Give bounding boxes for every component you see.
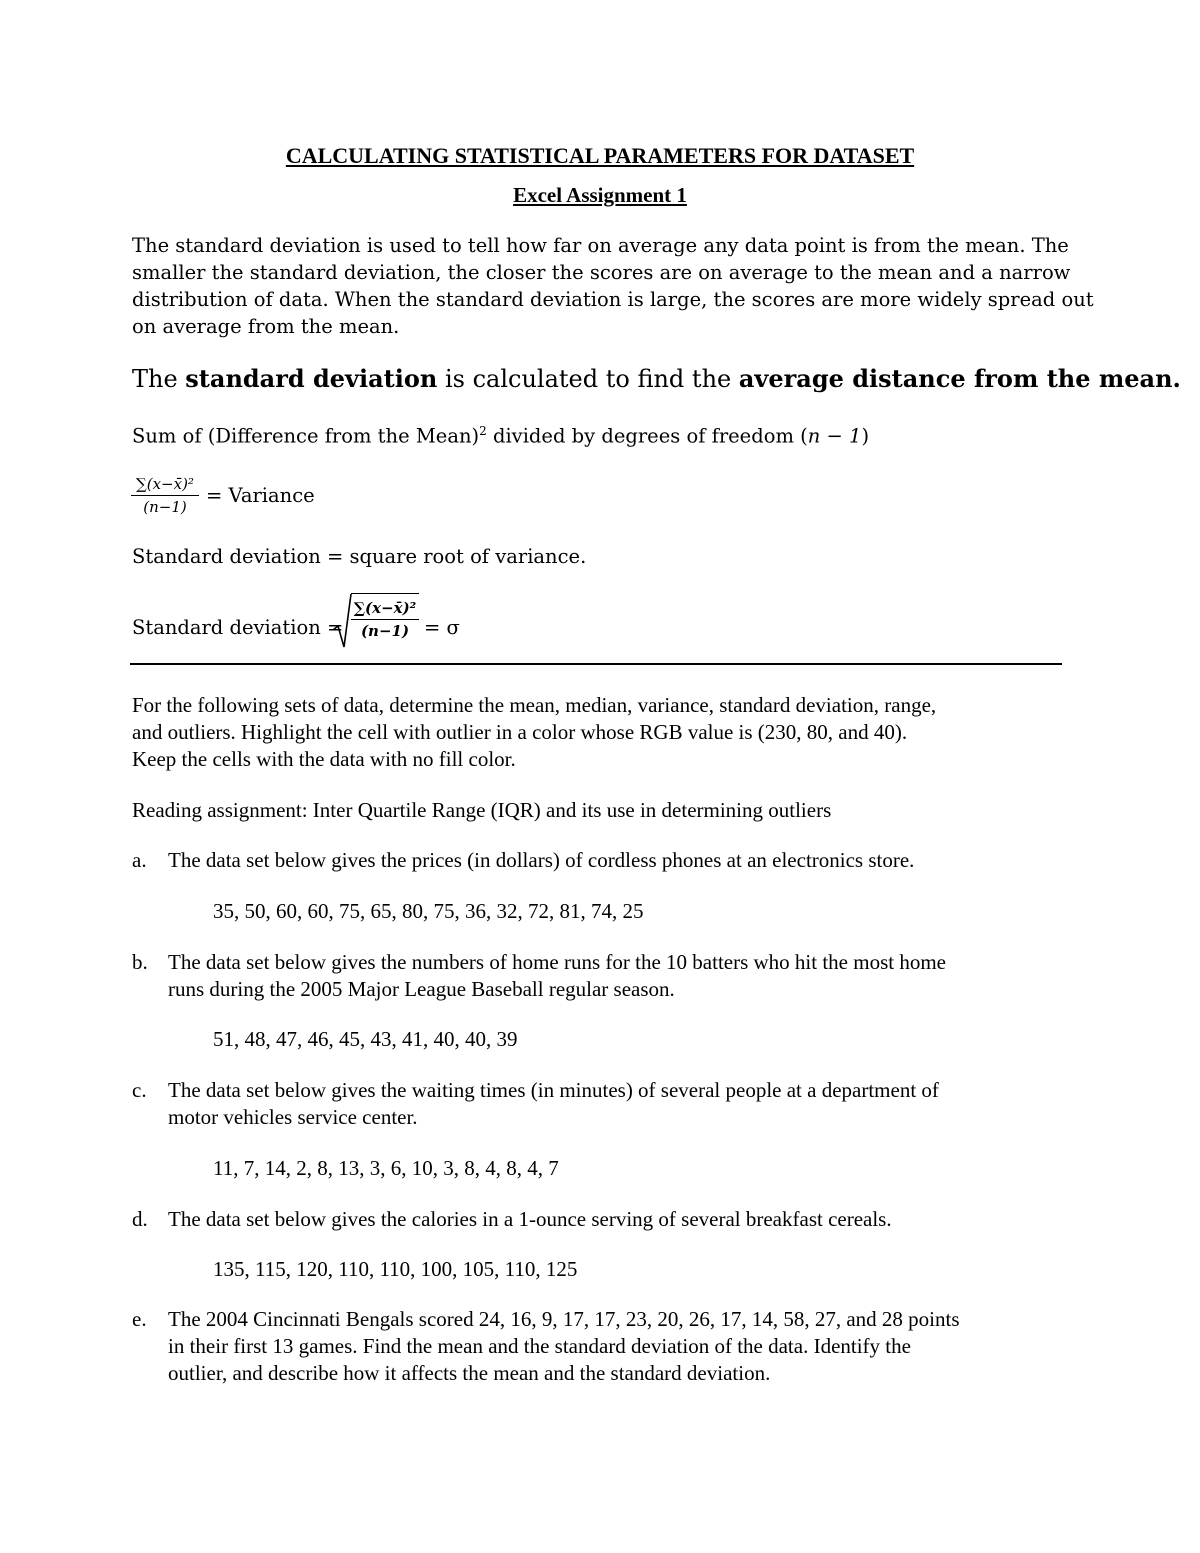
item-data: 11, 7, 14, 2, 8, 13, 3, 6, 10, 3, 8, 4, 8, 4, 7 xyxy=(213,1156,559,1180)
sum-line-rest: divided by degrees of freedom ( xyxy=(486,424,808,448)
item-label-e: e. xyxy=(132,1307,147,1331)
definition-bold-2: average distance from the mean. xyxy=(738,364,1181,393)
variance-denominator: (n−1) xyxy=(143,498,187,516)
fraction-bar xyxy=(351,619,419,620)
item-label-a: a. xyxy=(132,848,147,872)
item-data: 35, 50, 60, 60, 75, 65, 80, 75, 36, 32, 72, 81, 74, 25 xyxy=(213,899,644,923)
document-title: CALCULATING STATISTICAL PARAMETERS FOR DATASET xyxy=(285,143,915,168)
sum-line-exponent: 2 xyxy=(479,424,487,438)
item-data: 135, 115, 120, 110, 110, 100, 105, 110, 125 xyxy=(213,1257,578,1281)
intro-line: distribution of data. When the standard deviation is large, the scores are more widely spread out xyxy=(132,288,1094,311)
definition-mid: is calculated to find the xyxy=(437,365,739,393)
sum-line xyxy=(132,418,869,450)
instruction-line: and outliers. Highlight the cell with outlier in a color whose RGB value is (230, 80, and 40). xyxy=(132,720,908,744)
instruction-line: For the following sets of data, determine the mean, median, variance, standard deviation, range, xyxy=(132,693,937,717)
item-text: The data set below gives the prices (in dollars) of cordless phones at an electronics store. xyxy=(168,848,915,872)
item-label-b: b. xyxy=(132,950,148,974)
sd-fraction xyxy=(351,598,419,640)
item-data: 51, 48, 47, 46, 45, 43, 41, 40, 40, 39 xyxy=(213,1027,518,1051)
radical-overline xyxy=(351,593,419,594)
item-text: The 2004 Cincinnati Bengals scored 24, 16, 9, 17, 17, 23, 20, 26, 17, 14, 58, 27, and 28 points xyxy=(168,1307,960,1331)
sd-formula-rhs: = σ xyxy=(424,616,460,639)
radical-sign xyxy=(332,592,352,650)
intro-line: The standard deviation is used to tell how far on average any data point is from the mean. The xyxy=(132,234,1069,257)
item-text: The data set below gives the waiting times (in minutes) of several people at a department of xyxy=(168,1078,939,1102)
item-text: The data set below gives the calories in a 1-ounce serving of several breakfast cereals. xyxy=(168,1207,892,1231)
fraction-bar xyxy=(131,495,199,496)
item-text: outlier, and describe how it affects the mean and the standard deviation. xyxy=(168,1361,771,1385)
item-text: The data set below gives the numbers of home runs for the 10 batters who hit the most home xyxy=(168,950,946,974)
item-text: in their first 13 games. Find the mean and the standard deviation of the data. Identify the xyxy=(168,1334,911,1358)
intro-line: on average from the mean. xyxy=(132,315,400,338)
document-subtitle: Excel Assignment 1 xyxy=(513,183,687,207)
definition-bold-1: standard deviation xyxy=(185,364,438,393)
sd-numerator: ∑(x−x̄)² xyxy=(353,599,417,617)
item-text: runs during the 2005 Major League Baseball regular season. xyxy=(168,977,675,1001)
item-label-d: d. xyxy=(132,1207,148,1231)
sd-denominator: (n−1) xyxy=(360,622,410,640)
item-label-c: c. xyxy=(132,1078,147,1102)
sd-text: Standard deviation = square root of variance. xyxy=(132,545,587,568)
variance-numerator: ∑(x−x̄)² xyxy=(136,475,194,493)
definition-line xyxy=(132,364,1181,394)
reading-assignment: Reading assignment: Inter Quartile Range (IQR) and its use in determining outliers xyxy=(132,798,832,822)
variance-fraction xyxy=(131,474,199,516)
sum-line-text: Sum of (Difference from the Mean) xyxy=(132,424,480,448)
horizontal-rule xyxy=(130,663,1062,665)
item-text: motor vehicles service center. xyxy=(168,1105,418,1129)
sum-line-close: ) xyxy=(861,424,870,448)
sd-formula-label: Standard deviation = xyxy=(132,616,344,639)
intro-line: smaller the standard deviation, the closer the scores are on average to the mean and a narrow xyxy=(132,261,1071,284)
instruction-line: Keep the cells with the data with no fill color. xyxy=(132,747,516,771)
definition-pre: The xyxy=(132,365,186,393)
variance-label: = Variance xyxy=(206,484,315,507)
sum-line-var: n − 1 xyxy=(807,424,862,448)
